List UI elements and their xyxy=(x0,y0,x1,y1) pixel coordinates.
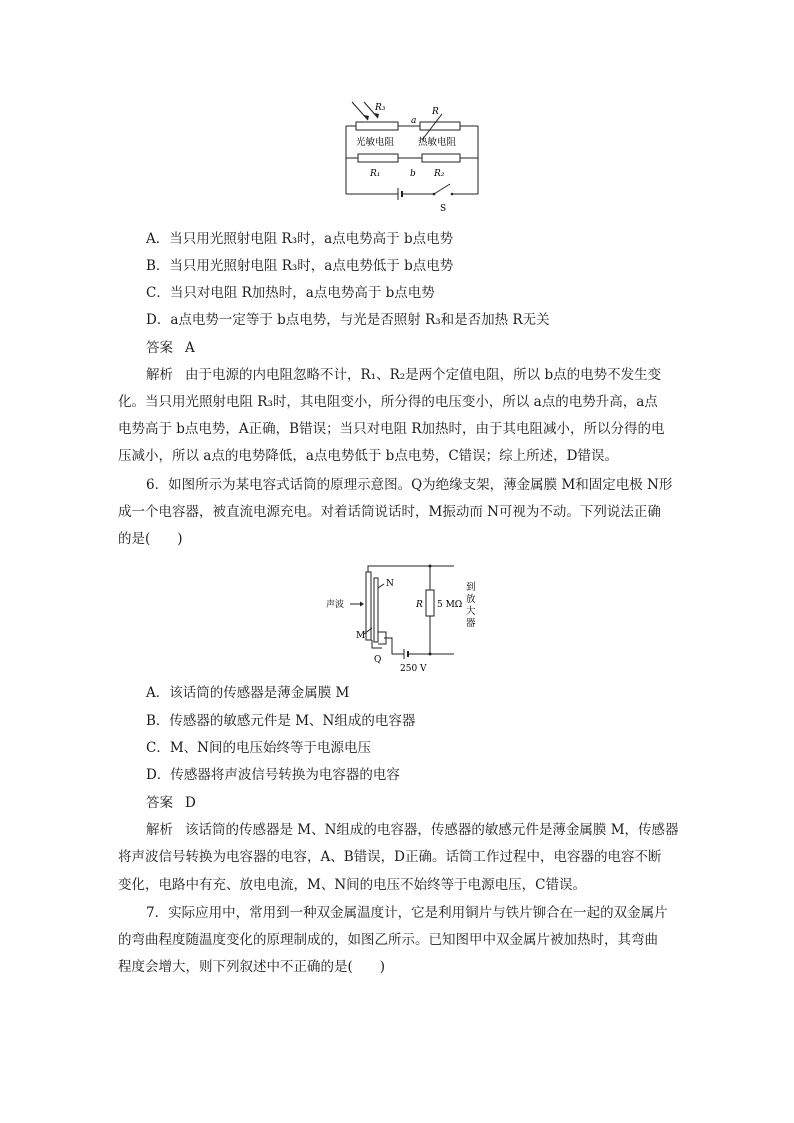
solution-label: 解析 xyxy=(146,822,173,838)
switch-label: S xyxy=(440,204,447,214)
m-label: M xyxy=(356,631,366,641)
q6-stem-line: 的是( ) xyxy=(118,531,183,547)
q6-option-b: B．传感器的敏感元件是 M、N组成的电容器 xyxy=(146,713,416,729)
q6-option-d: D．传感器将声波信号转换为电容器的电容 xyxy=(146,767,400,783)
q6-stem-line: 6．如图所示为某电容式话筒的原理示意图。Q为绝缘支架，薄金属膜 M和固定电极 N形 xyxy=(146,477,673,493)
voltage-label: 250 V xyxy=(400,664,427,672)
amplifier-label-4: 器 xyxy=(466,618,476,629)
solution-text: 由于电源的内电阻忽略不计，R₁、R₂是两个定值电阻，所以 b点的电势不发生变 xyxy=(185,367,662,383)
q7-stem-line: 7．实际应用中，常用到一种双金属温度计，它是利用铜片与铁片铆合在一起的双金属片 xyxy=(146,905,668,921)
q5-option-a: A．当只用光照射电阻 R₃时，a点电势高于 b点电势 xyxy=(146,231,454,247)
r-label: R xyxy=(432,107,439,117)
solution-label: 解析 xyxy=(146,367,173,383)
resistance-value: 5 MΩ xyxy=(437,600,463,610)
amplifier-label-2: 放 xyxy=(466,594,476,605)
amplifier-label-3: 大 xyxy=(466,606,476,617)
q6-solution-line: 变化，电路中有充、放电电流，M、N间的电压不始终等于电源电压，C错误。 xyxy=(118,877,586,893)
light-resistor-label: 光敏电阻 xyxy=(356,137,395,148)
q-label: Q xyxy=(374,655,382,665)
sound-wave-label: 声波 xyxy=(326,600,345,610)
q5-answer xyxy=(146,339,195,357)
solution-text: 该话筒的传感器是 M、N组成的电容器，传感器的敏感元件是薄金属膜 M，传感器 xyxy=(185,822,679,838)
answer-value: D xyxy=(185,795,196,811)
microphone-circuit-figure xyxy=(326,560,484,672)
q5-solution-line: 电势高于 b点电势，A正确，B错误；当只对电阻 R加热时，由于其电阻减小，所以分得的电 xyxy=(118,421,665,437)
q5-option-c: C．当只对电阻 R加热时，a点电势高于 b点电势 xyxy=(146,285,435,301)
q5-solution-line: 压减小，所以 a点的电势降低，a点电势低于 b点电势，C错误；综上所述，D错误。 xyxy=(118,448,618,464)
q6-solution-line: 将声波信号转换为电容器的电容，A、B错误，D正确。话筒工作过程中，电容器的电容不断 xyxy=(118,849,662,865)
q5-option-b: B．当只用光照射电阻 R₃时，a点电势低于 b点电势 xyxy=(146,258,454,274)
n-label: N xyxy=(386,579,394,589)
answer-label: 答案 xyxy=(146,795,173,811)
q7-stem-line: 的弯曲程度随温度变化的原理制成的，如图乙所示。已知图甲中双金属片被加热时，其弯曲 xyxy=(118,932,658,948)
amplifier-label-1: 到 xyxy=(466,582,476,593)
heat-resistor-label: 热敏电阻 xyxy=(418,137,457,148)
q5-solution-line: 化。当只用光照射电阻 R₃时，其电阻变小，所分得的电压变小，所以 a点的电势升高，a点 xyxy=(118,394,658,410)
q5-solution-line xyxy=(146,366,661,384)
node-b-label: b xyxy=(410,169,416,179)
r3-label: R₃ xyxy=(375,103,386,113)
q5-option-d: D．a点电势一定等于 b点电势，与光是否照射 R₃和是否加热 R无关 xyxy=(146,312,550,328)
q7-stem-line: 程度会增大，则下列叙述中不正确的是( ) xyxy=(118,959,386,975)
answer-label: 答案 xyxy=(146,340,173,356)
r1-label: R₁ xyxy=(370,169,381,179)
q6-solution-line xyxy=(146,821,679,839)
circuit-figure-1 xyxy=(338,96,488,214)
r2-label: R₂ xyxy=(434,169,445,179)
resistor-r-label: R xyxy=(416,600,423,610)
q6-option-c: C．M、N间的电压始终等于电源电压 xyxy=(146,740,371,756)
q6-answer xyxy=(146,794,196,812)
q6-option-a: A．该话筒的传感器是薄金属膜 M xyxy=(146,685,350,701)
q6-stem-line: 成一个电容器，被直流电源充电。对着话筒说话时，M振动而 N可视为不动。下列说法正确 xyxy=(118,504,661,520)
answer-value: A xyxy=(185,340,195,356)
node-a-label: a xyxy=(411,116,417,126)
